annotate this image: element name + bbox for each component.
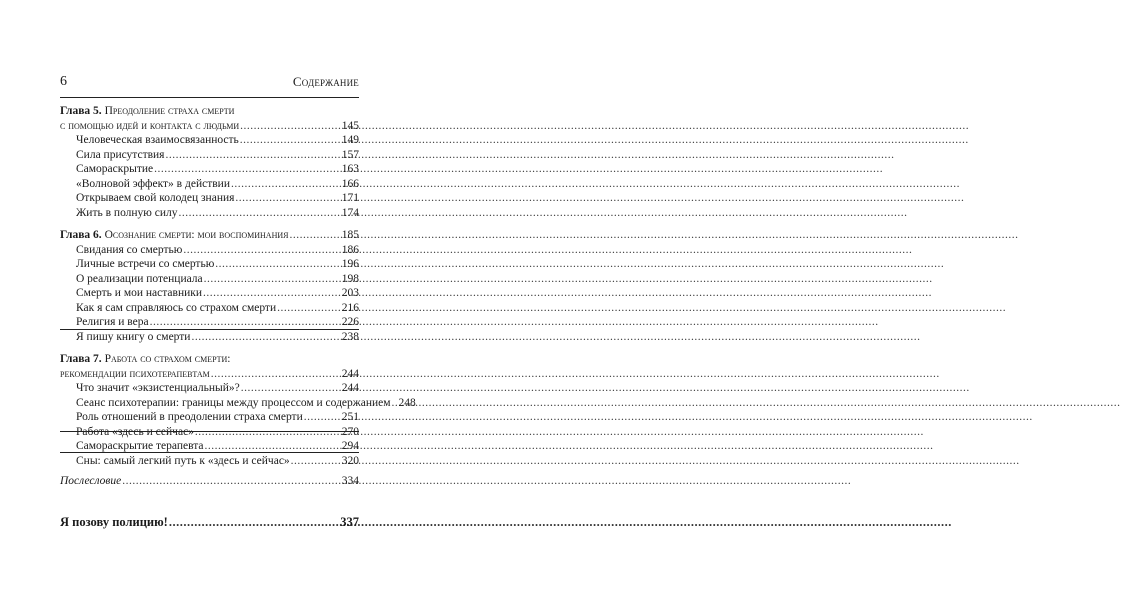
- leader-dots: [240, 133, 341, 148]
- leader-dots: [179, 206, 341, 221]
- section-title: Свидания со смертью: [76, 243, 183, 256]
- toc-entry: [60, 162, 359, 177]
- leader-dots: [204, 272, 341, 287]
- section-rule: [60, 452, 359, 453]
- leader-dots: [203, 286, 341, 301]
- toc-entry: [60, 257, 359, 272]
- chapter-7-title-line2: рекомендации психотерапевтам: [60, 367, 210, 380]
- chapter-5-label: Глава 5.: [60, 105, 102, 117]
- leader-dots: [235, 191, 340, 206]
- chapter-5-heading: [60, 104, 359, 119]
- section-title: «Волновой эффект» в действии: [76, 177, 230, 190]
- leader-dots: [240, 119, 341, 134]
- section-page: 171: [341, 192, 359, 204]
- section-title: Смерть и мои наставники: [76, 287, 202, 299]
- section-rule: [60, 431, 359, 432]
- leader-dots: [150, 315, 341, 330]
- section-title: Как я сам справляюсь со страхом смерти: [76, 301, 277, 314]
- toc-entry: [60, 315, 359, 330]
- section-title: Человеческая взаимосвязанность: [76, 134, 239, 146]
- chapter-7-page: 244: [341, 367, 359, 380]
- toc-entry: [60, 206, 359, 221]
- section-page: 320: [341, 454, 359, 467]
- leader-dots: [392, 396, 398, 411]
- section-page: 270: [341, 425, 359, 438]
- chapter-7-heading: [60, 352, 359, 367]
- section-title: Сны: самый легкий путь к «здесь и сейчас»: [76, 454, 290, 467]
- chapter-5-entry: [60, 119, 359, 134]
- section-title: О реализации потенциала: [76, 272, 203, 285]
- toc-entry: [60, 396, 416, 411]
- leader-dots: [169, 515, 339, 530]
- leader-dots: [241, 381, 341, 396]
- section-page: 294: [341, 440, 359, 452]
- toc-entry: [60, 272, 359, 287]
- leader-dots: [277, 301, 341, 316]
- toc-entry: [60, 330, 359, 345]
- chapter-6-page: 185: [341, 229, 359, 241]
- toc-entry: [60, 286, 359, 301]
- header-rule: [60, 97, 359, 98]
- leader-dots: [183, 243, 340, 258]
- section-title: Роль отношений в преодолении страха смерти: [76, 411, 303, 423]
- section-page: 248: [398, 396, 416, 409]
- page-number: 6: [60, 74, 67, 89]
- section-page: 149: [341, 134, 359, 146]
- section-title: Религия и вера: [76, 316, 149, 328]
- toc-entry: [60, 301, 359, 316]
- final-entry: [60, 515, 359, 530]
- chapter-6-title: Осознание смерти: мои воспоминания: [104, 229, 289, 241]
- section-title: Личные встречи со смертью: [76, 258, 215, 270]
- epilogue-entry: [60, 474, 359, 489]
- leader-dots: [231, 177, 341, 192]
- section-title: Сила присутствия: [76, 148, 165, 161]
- leader-dots: [165, 148, 340, 163]
- section-page: 203: [341, 287, 359, 299]
- section-page: 198: [341, 272, 359, 285]
- section-title: Самораскрытие терапевта: [76, 440, 204, 452]
- toc-entry: [60, 410, 359, 425]
- section-rule: [60, 329, 359, 330]
- chapter-5-page: 145: [341, 119, 359, 132]
- chapter-7-label: Глава 7.: [60, 353, 102, 365]
- leader-dots: [211, 367, 341, 382]
- section-title: Я пишу книгу о смерти: [76, 330, 191, 343]
- leader-dots: [191, 330, 340, 345]
- chapter-7-title-line1: Работа со страхом смерти:: [104, 353, 231, 365]
- leader-dots: [289, 228, 340, 243]
- section-page: 226: [341, 316, 359, 328]
- chapter-7-entry: [60, 367, 359, 382]
- section-title: Самораскрытие: [76, 163, 154, 175]
- final-page: 337: [340, 514, 359, 529]
- final-title: Я позову полицию!: [60, 514, 168, 529]
- section-page: 174: [341, 206, 359, 219]
- page-header: [60, 74, 359, 92]
- chapter-6-label: Глава 6.: [60, 229, 102, 241]
- toc-entry: [60, 243, 359, 258]
- leader-dots: [215, 257, 340, 272]
- section-title: Что значит «экзистенциальный»?: [76, 382, 240, 394]
- epilogue-title: Послесловие: [60, 475, 122, 487]
- chapter-5-title-line1: Преодоление страха смерти: [104, 105, 235, 117]
- leader-dots: [122, 474, 340, 489]
- toc-entry: [60, 177, 359, 192]
- section-page: 244: [341, 382, 359, 394]
- leader-dots: [154, 162, 341, 177]
- epilogue-page: 334: [341, 475, 359, 487]
- toc-entry: [60, 148, 359, 163]
- table-of-contents: [60, 104, 416, 529]
- section-page: 238: [341, 330, 359, 343]
- toc-entry: [60, 381, 359, 396]
- section-page: 186: [341, 243, 359, 256]
- section-page: 196: [341, 258, 359, 270]
- section-title: Открываем свой колодец знания: [76, 192, 235, 204]
- section-page: 216: [341, 301, 359, 314]
- section-title: Жить в полную силу: [76, 206, 178, 219]
- toc-entry: [60, 454, 359, 469]
- toc-entry: [60, 191, 359, 206]
- section-page: 251: [341, 411, 359, 423]
- section-page: 157: [341, 148, 359, 161]
- leader-dots: [291, 454, 341, 469]
- leader-dots: [304, 410, 341, 425]
- running-title: Содержание: [292, 74, 359, 89]
- toc-entry: [60, 133, 359, 148]
- section-page: 163: [341, 163, 359, 175]
- chapter-5-title-line2: с помощью идей и контакта с людьми: [60, 119, 240, 132]
- section-title: Сеанс психотерапии: границы между процессом и содержанием: [76, 396, 391, 409]
- section-title: Работа «здесь и сейчас»: [76, 425, 194, 438]
- chapter-6-entry: [60, 228, 359, 243]
- section-page: 166: [341, 177, 359, 190]
